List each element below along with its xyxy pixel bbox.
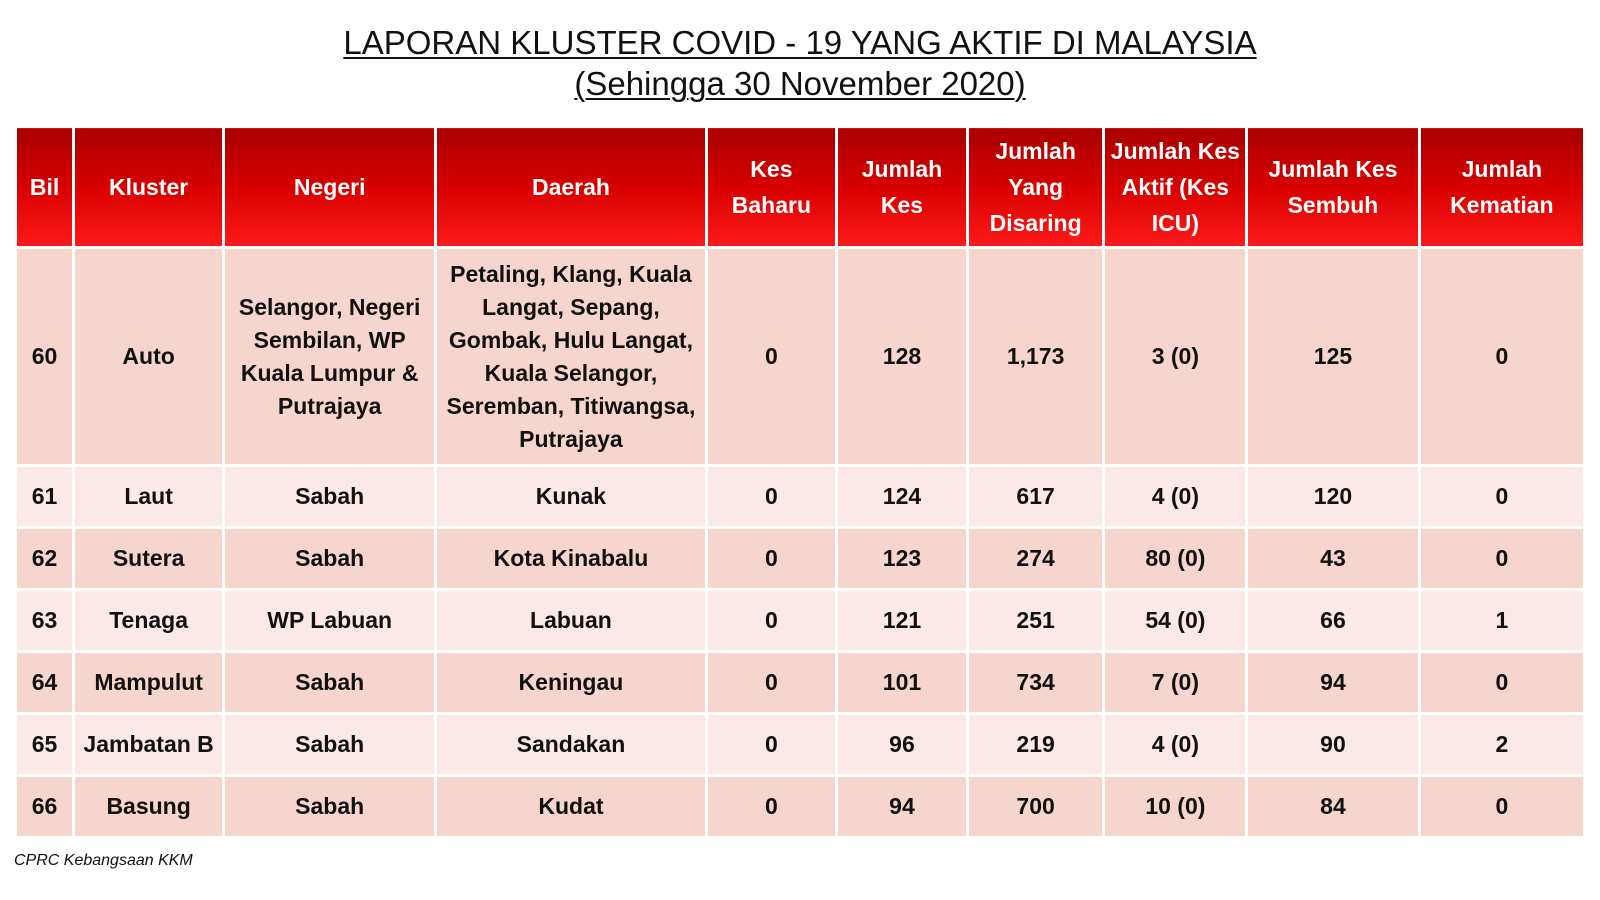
cell-kluster: Basung [74, 776, 224, 838]
cell-negeri: WP Labuan [224, 590, 436, 652]
cell-daerah: Sandakan [436, 714, 706, 776]
cell-kes-sembuh: 120 [1247, 466, 1419, 528]
table-row [16, 590, 1585, 652]
cell-kluster: Jambatan B [74, 714, 224, 776]
cell-kematian: 0 [1419, 248, 1584, 466]
table-row [16, 528, 1585, 590]
cell-kes-baharu: 0 [706, 466, 837, 528]
cell-kes-aktif: 54 (0) [1104, 590, 1247, 652]
cell-bil: 60 [16, 248, 74, 466]
source-note: CPRC Kebangsaan KKM [14, 852, 193, 869]
cell-kes-baharu: 0 [706, 248, 837, 466]
table-row [16, 466, 1585, 528]
cell-kes-sembuh: 125 [1247, 248, 1419, 466]
cell-bil: 61 [16, 466, 74, 528]
header-jumlah-kes: Jumlah Kes [837, 127, 968, 248]
cell-negeri: Sabah [224, 714, 436, 776]
cell-jumlah-disaring: 700 [967, 776, 1104, 838]
cell-daerah: Kudat [436, 776, 706, 838]
cell-jumlah-kes: 121 [837, 590, 968, 652]
cell-kluster: Tenaga [74, 590, 224, 652]
cell-kluster: Mampulut [74, 652, 224, 714]
cell-jumlah-disaring: 274 [967, 528, 1104, 590]
cell-kematian: 0 [1419, 528, 1584, 590]
report-title [0, 22, 1600, 104]
header-kematian: Jumlah Kematian [1419, 127, 1584, 248]
cell-kes-baharu: 0 [706, 528, 837, 590]
header-kes-aktif: Jumlah Kes Aktif (Kes ICU) [1104, 127, 1247, 248]
cell-kes-aktif: 7 (0) [1104, 652, 1247, 714]
report-title-line1: LAPORAN KLUSTER COVID - 19 YANG AKTIF DI MALAYSIA [343, 24, 1257, 61]
header-daerah: Daerah [436, 127, 706, 248]
cell-kluster: Auto [74, 248, 224, 466]
table-header-row [16, 127, 1585, 248]
header-kluster: Kluster [74, 127, 224, 248]
header-jumlah-disaring: Jumlah Yang Disaring [967, 127, 1104, 248]
cell-jumlah-kes: 94 [837, 776, 968, 838]
header-bil: Bil [16, 127, 74, 248]
cell-negeri: Sabah [224, 652, 436, 714]
cell-kes-baharu: 0 [706, 590, 837, 652]
header-negeri: Negeri [224, 127, 436, 248]
cell-kes-baharu: 0 [706, 776, 837, 838]
cell-daerah: Petaling, Klang, Kuala Langat, Sepang, Gombak, Hulu Langat, Kuala Selangor, Seremban, Titiwangsa, Putrajaya [436, 248, 706, 466]
cell-jumlah-kes: 123 [837, 528, 968, 590]
cell-kes-baharu: 0 [706, 652, 837, 714]
cell-negeri: Sabah [224, 528, 436, 590]
cell-kes-aktif: 10 (0) [1104, 776, 1247, 838]
table-row [16, 248, 1585, 466]
cluster-table [14, 125, 1586, 839]
cell-kes-sembuh: 43 [1247, 528, 1419, 590]
cell-kes-aktif: 4 (0) [1104, 466, 1247, 528]
cell-bil: 63 [16, 590, 74, 652]
cell-bil: 65 [16, 714, 74, 776]
cell-kematian: 0 [1419, 776, 1584, 838]
cell-negeri: Selangor, Negeri Sembilan, WP Kuala Lumpur & Putrajaya [224, 248, 436, 466]
cell-kluster: Sutera [74, 528, 224, 590]
cell-jumlah-kes: 128 [837, 248, 968, 466]
cell-jumlah-kes: 101 [837, 652, 968, 714]
report-title-line2: (Sehingga 30 November 2020) [574, 65, 1026, 102]
cell-bil: 66 [16, 776, 74, 838]
cell-jumlah-disaring: 734 [967, 652, 1104, 714]
cell-jumlah-kes: 96 [837, 714, 968, 776]
cell-kes-aktif: 4 (0) [1104, 714, 1247, 776]
cell-jumlah-disaring: 219 [967, 714, 1104, 776]
header-kes-sembuh: Jumlah Kes Sembuh [1247, 127, 1419, 248]
cell-daerah: Kunak [436, 466, 706, 528]
cell-kes-aktif: 80 (0) [1104, 528, 1247, 590]
cell-daerah: Keningau [436, 652, 706, 714]
cell-kluster: Laut [74, 466, 224, 528]
cell-kematian: 2 [1419, 714, 1584, 776]
cell-kematian: 0 [1419, 652, 1584, 714]
table-row [16, 652, 1585, 714]
cell-jumlah-disaring: 1,173 [967, 248, 1104, 466]
cell-daerah: Labuan [436, 590, 706, 652]
cell-kes-sembuh: 94 [1247, 652, 1419, 714]
table-row [16, 776, 1585, 838]
cell-kematian: 1 [1419, 590, 1584, 652]
cell-kes-baharu: 0 [706, 714, 837, 776]
cell-jumlah-kes: 124 [837, 466, 968, 528]
cell-kes-sembuh: 90 [1247, 714, 1419, 776]
cell-daerah: Kota Kinabalu [436, 528, 706, 590]
cell-kes-sembuh: 84 [1247, 776, 1419, 838]
cell-negeri: Sabah [224, 776, 436, 838]
cell-jumlah-disaring: 251 [967, 590, 1104, 652]
header-kes-baharu: Kes Baharu [706, 127, 837, 248]
cell-kes-aktif: 3 (0) [1104, 248, 1247, 466]
cell-jumlah-disaring: 617 [967, 466, 1104, 528]
cell-kes-sembuh: 66 [1247, 590, 1419, 652]
table-row [16, 714, 1585, 776]
cell-bil: 64 [16, 652, 74, 714]
cell-negeri: Sabah [224, 466, 436, 528]
cell-bil: 62 [16, 528, 74, 590]
cell-kematian: 0 [1419, 466, 1584, 528]
